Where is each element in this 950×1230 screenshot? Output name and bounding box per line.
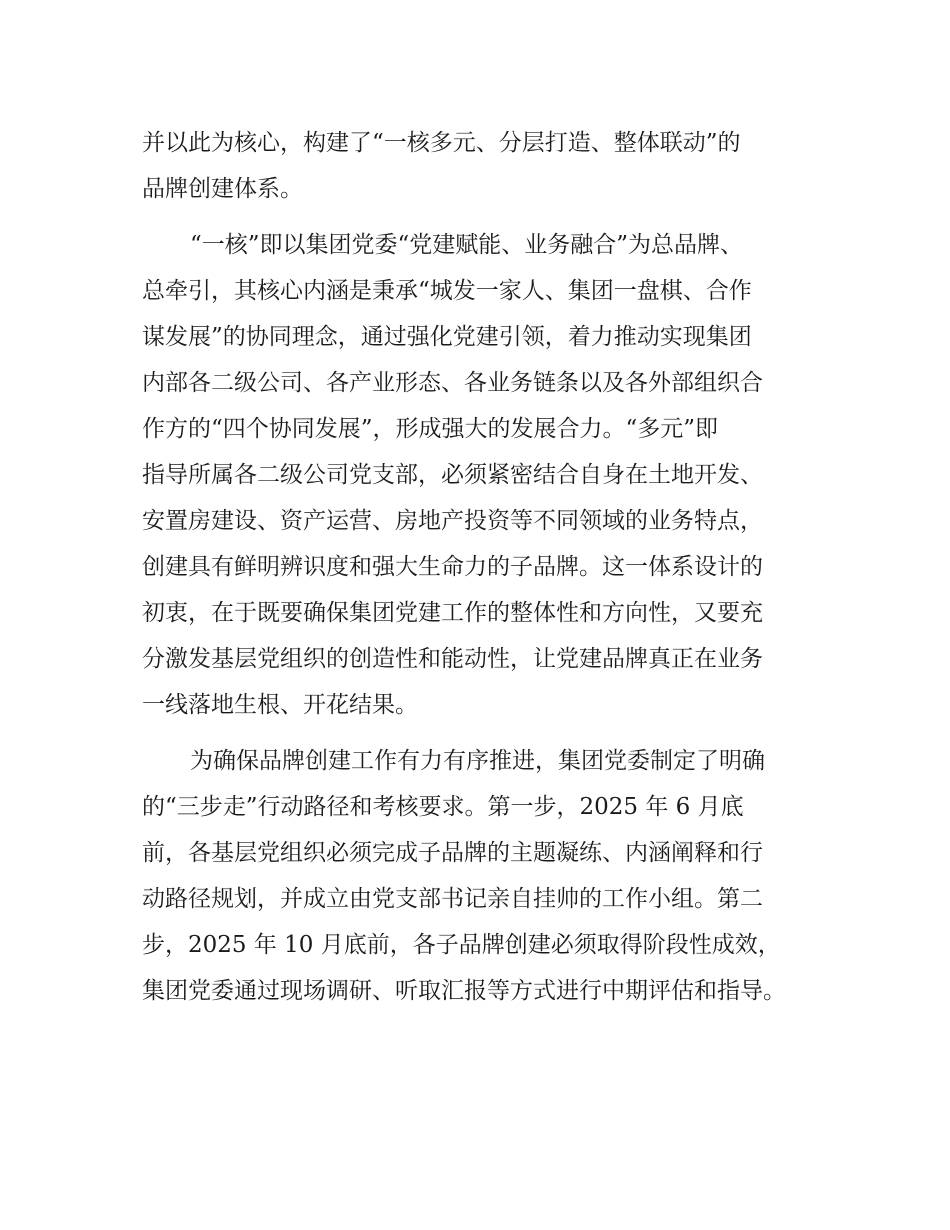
- text-line: 作方的“四个协同发展”，形成强大的发展合力。“多元”即: [142, 416, 719, 442]
- text-line: 品牌创建体系。: [142, 176, 303, 202]
- paragraph-2: [142, 222, 842, 728]
- text-line: 动路径规划，并成立由党支部书记亲自挂帅的工作小组。第二: [142, 886, 763, 912]
- text-line: 步，2025 年 10 月底前，各子品牌创建必须取得阶段性成效，: [142, 932, 781, 958]
- text-line: 分激发基层党组织的创造性和能动性，让党建品牌真正在业务: [142, 646, 763, 672]
- text-line: 总牵引，其核心内涵是秉承“城发一家人、集团一盘棋、合作: [142, 278, 752, 304]
- text-line: 为确保品牌创建工作有力有序推进，集团党委制定了明确: [190, 748, 765, 774]
- text-line: 初衷，在于既要确保集团党建工作的整体性和方向性，又要充: [142, 600, 763, 626]
- text-line: 创建具有鲜明辨识度和强大生命力的子品牌。这一体系设计的: [142, 554, 763, 580]
- text-line: 并以此为核心，构建了“一核多元、分层打造、整体联动”的: [142, 130, 741, 156]
- text-line: 指导所属各二级公司党支部，必须紧密结合自身在土地开发、: [142, 462, 763, 488]
- paragraph-1: [142, 120, 842, 212]
- text-line: “一核”即以集团党委“党建赋能、业务融合”为总品牌、: [190, 232, 744, 258]
- text-line: 谋发展”的协同理念，通过强化党建引领，着力推动实现集团: [142, 324, 752, 350]
- text-line: 前，各基层党组织必须完成子品牌的主题凝练、内涵阐释和行: [142, 840, 763, 866]
- text-line: 内部各二级公司、各产业形态、各业务链条以及各外部组织合: [142, 370, 763, 396]
- text-line: 集团党委通过现场调研、听取汇报等方式进行中期评估和指导。: [142, 978, 786, 1004]
- text-line: 一线落地生根、开花结果。: [142, 692, 418, 718]
- text-line: 的“三步走”行动路径和考核要求。第一步，2025 年 6 月底: [142, 794, 744, 820]
- text-line: 安置房建设、资产运营、房地产投资等不同领域的业务特点，: [142, 508, 763, 534]
- paragraph-3: [142, 738, 842, 1014]
- document-body: [142, 120, 842, 1024]
